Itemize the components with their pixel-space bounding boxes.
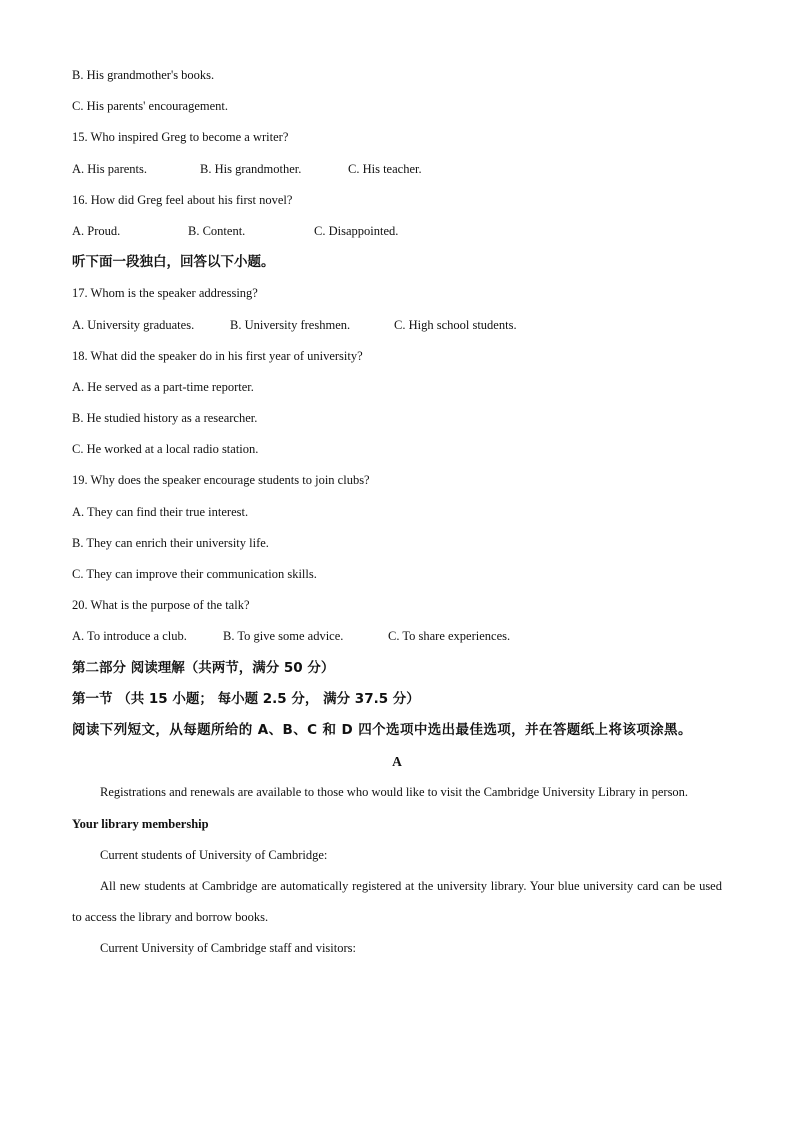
part-two-heading: 第二部分 阅读理解（共两节，满分 50 分） (72, 659, 335, 676)
option-a: A. To introduce a club. (72, 629, 187, 644)
option-a: A. University graduates. (72, 317, 195, 332)
option-a: A. His parents. (72, 161, 147, 176)
option-b: B. He studied history as a researcher. (72, 411, 258, 426)
option-b: B. To give some advice. (223, 629, 344, 644)
option-b: B. Content. (188, 223, 246, 238)
option-line: B. His grandmother's books. (72, 68, 215, 82)
passage-label: A (392, 754, 402, 770)
question-15: 15. Who inspired Greg to become a writer? (72, 130, 289, 145)
option-b: B. His grandmother. (200, 161, 302, 176)
option-c: C. To share experiences. (388, 629, 511, 644)
section-heading: Your library membership (72, 816, 209, 831)
option-c: C. They can improve their communication skills. (72, 567, 317, 581)
question-15-options (72, 154, 722, 185)
option-c: C. His teacher. (348, 161, 422, 176)
section-one-heading: 第一节 （共 15 小题； 每小题 2.5 分， 满分 37.5 分） (72, 690, 420, 707)
option-c: C. He worked at a local radio station. (72, 442, 259, 457)
option-b: B. University freshmen. (230, 317, 351, 332)
question-17-options (72, 310, 722, 341)
option-b: B. They can enrich their university life. (72, 535, 269, 550)
option-c: C. Disappointed. (314, 223, 399, 238)
option-c: C. High school students. (394, 317, 517, 332)
paragraph: All new students at Cambridge are automatically registered at the university library. Your blue university card can be used to access the library and borrow books. (72, 878, 722, 925)
paragraph: Registrations and renewals are available to those who would like to visit the Cambridge University Library in person. (100, 785, 689, 800)
question-17: 17. Whom is the speaker addressing? (72, 286, 258, 301)
monologue-instruction: 听下面一段独白，回答以下小题。 (72, 254, 275, 271)
option-a: A. Proud. (72, 223, 121, 238)
question-19: 19. Why does the speaker encourage students to join clubs? (72, 473, 370, 488)
option-line: C. His parents' encouragement. (72, 99, 229, 114)
question-16: 16. How did Greg feel about his first novel? (72, 192, 293, 207)
paragraph: Current students of University of Cambridge: (100, 847, 328, 862)
question-20-options (72, 621, 722, 652)
paragraph: Current University of Cambridge staff and visitors: (100, 941, 356, 956)
option-a: A. They can find their true interest. (72, 504, 249, 519)
question-16-options (72, 216, 722, 247)
option-a: A. He served as a part-time reporter. (72, 379, 254, 394)
exam-page (72, 60, 722, 965)
reading-instruction: 阅读下列短文，从每题所给的 A、B、C 和 D 四个选项中选出最佳选项，并在答题纸上将该项涂黑。 (72, 721, 692, 738)
question-20: 20. What is the purpose of the talk? (72, 598, 250, 613)
question-18: 18. What did the speaker do in his first year of university? (72, 348, 363, 363)
